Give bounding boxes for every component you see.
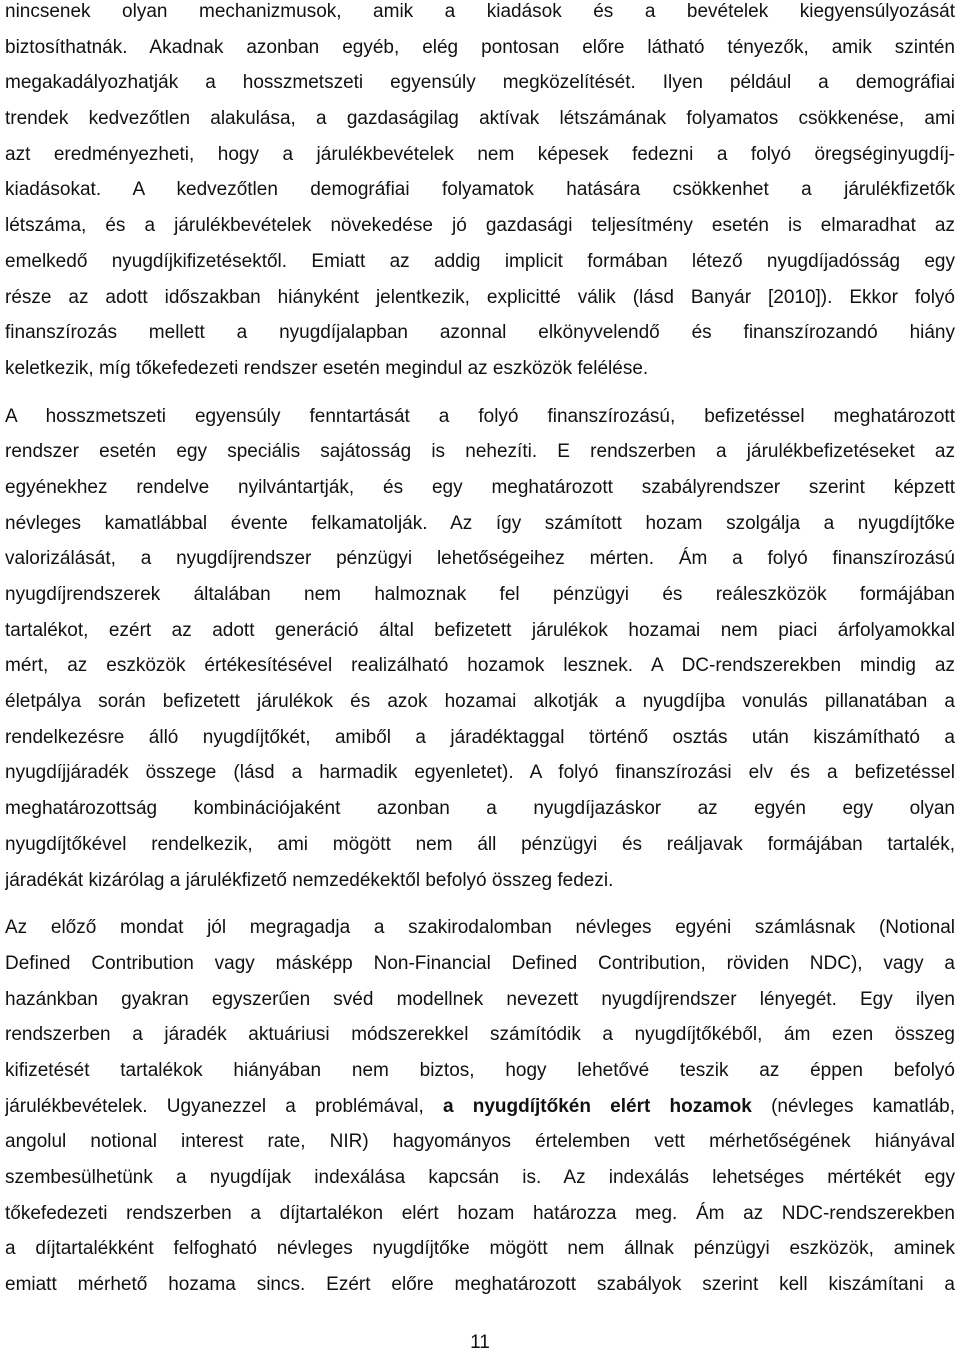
text-line: része az adott időszakban hiányként jelentkezik, explicitté válik (lásd Banyár [2010]). Ekkor folyó xyxy=(5,286,955,308)
text-line: keletkezik, míg tőkefedezeti rendszer esetén megindul az eszközök felélése. xyxy=(5,357,649,379)
text-line: nyugdíjtőkével rendelkezik, ami mögött nem áll pénzügyi és reáljavak formájában tartalék, xyxy=(5,833,955,855)
text-line: nyugdíjjáradék összege (lásd a harmadik egyenletet). A folyó finanszírozási elv és a befizetéssel xyxy=(5,762,955,784)
page-number: 11 xyxy=(470,1332,490,1353)
text-line: tartalékot, ezért az adott generáció által befizetett járulékok hozamai nem piaci árfolyamokkal xyxy=(5,619,955,641)
text-line: emiatt mérhető hozama sincs. Ezért előre meghatározott szabályok szerint kell kiszámítani a xyxy=(5,1274,955,1296)
text-line: finanszírozás mellett a nyugdíjalapban azonnal elkönyvelendő és finanszírozandó hiány xyxy=(5,322,955,344)
text-line: hazánkban gyakran egyszerűen svéd modellnek nevezett nyugdíjrendszer lényegét. Egy ilyen xyxy=(5,988,955,1010)
text-line: megakadályozhatják a hosszmetszeti egyensúly megközelítését. Ilyen például a demográfiai xyxy=(5,72,955,94)
text-line: biztosíthatnák. Akadnak azonban egyéb, elég pontosan előre látható tényezők, amik szintén xyxy=(5,36,955,58)
body-text xyxy=(5,0,955,1303)
text-line: azt eredményezheti, hogy a járulékbevételek nem képesek fedezni a folyó öregséginyugdíj- xyxy=(5,143,955,165)
text-line: életpálya során befizetett járulékok és azok hozamai alkotják a nyugdíjba vonulás pillanatában a xyxy=(5,691,955,713)
text-line: kiadásokat. A kedvezőtlen demográfiai folyamatok hatására csökkenhet a járulékfizetők xyxy=(5,179,955,201)
text-line: nincsenek olyan mechanizmusok, amik a kiadások és a bevételek kiegyensúlyozását xyxy=(5,1,955,22)
paragraph xyxy=(5,910,955,1303)
text-line: rendszer esetén egy speciális sajátosság is nehezíti. E rendszerben a járulékbefizetéseket az xyxy=(5,441,955,463)
text-line: járadékát kizárólag a járulékfizető nemzedékektől befolyó összeg fedezi. xyxy=(5,869,614,891)
emphasis: a nyugdíjtőkén elért hozamok xyxy=(443,1095,752,1117)
text-run: (névleges kamatláb, xyxy=(771,1095,955,1117)
text-line: nyugdíjrendszerek általában nem halmoznak fel pénzügyi és reáleszközök formájában xyxy=(5,584,955,605)
paragraph xyxy=(5,0,955,387)
text-line: mért, az eszközök értékesítésével realizálható hozamok lesznek. A DC-rendszerekben mindig az xyxy=(5,655,955,677)
text-line: névleges kamatlábbal évente felkamatolják. Az így számított hozam szolgálja a nyugdíjtőke xyxy=(5,512,955,534)
text-line: meghatározottság kombinációjaként azonban a nyugdíjazáskor az egyén egy olyan xyxy=(5,798,955,820)
text-line: emelkedő nyugdíjkifizetésektől. Emiatt az addig implicit formában létező nyugdíjadósság egy xyxy=(5,250,955,272)
text-line: szembesülhetünk a nyugdíjak indexálása kapcsán is. Az indexálás lehetséges mértékét egy xyxy=(5,1167,955,1188)
text-line-with-emphasis xyxy=(5,1089,955,1125)
text-line: A hosszmetszeti egyensúly fenntartását a folyó finanszírozású, befizetéssel meghatározott xyxy=(5,405,955,427)
text-line: valorizálását, a nyugdíjrendszer pénzügyi lehetőségeihez mérten. Ám a folyó finanszírozású xyxy=(5,548,955,570)
text-line: egyénekhez rendelve nyilvántartják, és egy meghatározott szabályrendszer szerint képzett xyxy=(5,476,955,498)
text-line: rendelkezésre álló nyugdíjtőkét, amiből a járadéktaggal történő osztás után kiszámítható a xyxy=(5,726,955,748)
text-line: rendszerben a járadék aktuáriusi módszerekkel számítódik a nyugdíjtőkéből, ám ezen összeg xyxy=(5,1024,955,1046)
text-line: tőkefedezeti rendszerben a díjtartalékon elért hozam határozza meg. Ám az NDC-rendszerekben xyxy=(5,1202,955,1224)
text-line: trendek kedvezőtlen alakulása, a gazdaságilag aktívak létszámának folyamatos csökkenése, ami xyxy=(5,108,955,130)
text-line: létszáma, és a járulékbevételek növekedése jó gazdasági teljesítmény esetén is elmaradhat az xyxy=(5,215,955,237)
text-line: kifizetését tartalékok hiányában nem biztos, hogy lehetővé teszik az éppen befolyó xyxy=(5,1059,955,1081)
text-run: járulékbevételek. Ugyanezzel a problémával, xyxy=(5,1095,424,1117)
paragraph xyxy=(5,399,955,899)
text-line: Az előző mondat jól megragadja a szakirodalomban névleges egyéni számlásnak (Notional xyxy=(5,917,955,939)
text-line: Defined Contribution vagy másképp Non-Financial Defined Contribution, röviden NDC), vagy a xyxy=(5,952,955,974)
text-line: angolul notional interest rate, NIR) hagyományos értelemben vett mérhetőségének hiányával xyxy=(5,1131,955,1153)
text-line: a díjtartalékként felfogható névleges nyugdíjtőke mögött nem állnak pénzügyi eszközök, aminek xyxy=(5,1238,955,1260)
